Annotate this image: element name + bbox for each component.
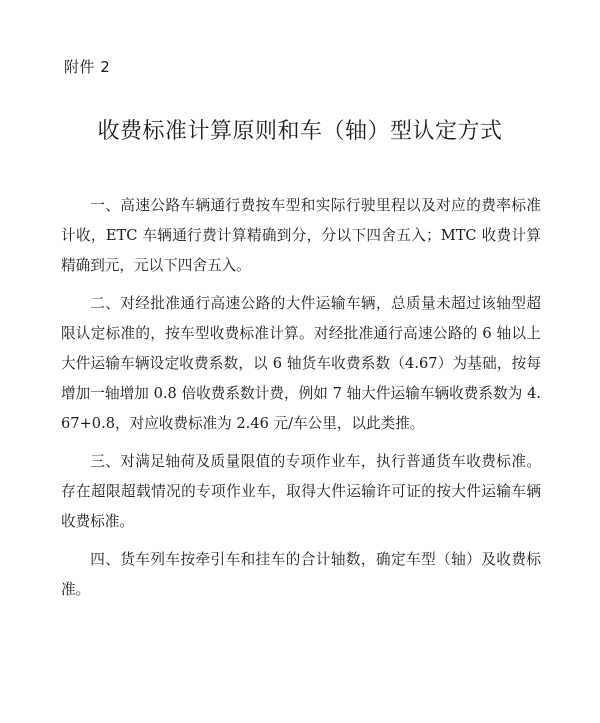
document-title: 收费标准计算原则和车（轴）型认定方式 [97, 119, 503, 144]
document-body [61, 191, 541, 613]
attachment-label: 附件 2 [64, 58, 111, 76]
paragraph-2: 二、对经批准通行高速公路的大件运输车辆，总质量未超过该轴型超限认定标准的，按车型收费标准计算。对经批准通行高速公路的 6 轴以上大件运输车辆设定收费系数，以 6 轴货车收费系数（4.67）为基础，按每增加一轴增加 0.8 倍收费系数计费，例如 7 轴大件运输车辆收费系数为 4.67+0.8，对应收费标准为 2.46 元/车公里，以此类推。 [61, 295, 541, 432]
paragraph-4: 四、货车列车按牵引车和挂车的合计轴数，确定车型（轴）及收费标准。 [61, 551, 541, 598]
paragraph-3: 三、对满足轴荷及质量限值的专项作业车，执行普通货车收费标准。存在超限超载情况的专项作业车，取得大件运输许可证的按大件运输车辆收费标准。 [61, 453, 541, 530]
paragraph-1: 一、高速公路车辆通行费按车型和实际行驶里程以及对应的费率标准计收，ETC 车辆通行费计算精确到分，分以下四舍五入；MTC 收费计算精确到元，元以下四舍五入。 [61, 197, 541, 274]
